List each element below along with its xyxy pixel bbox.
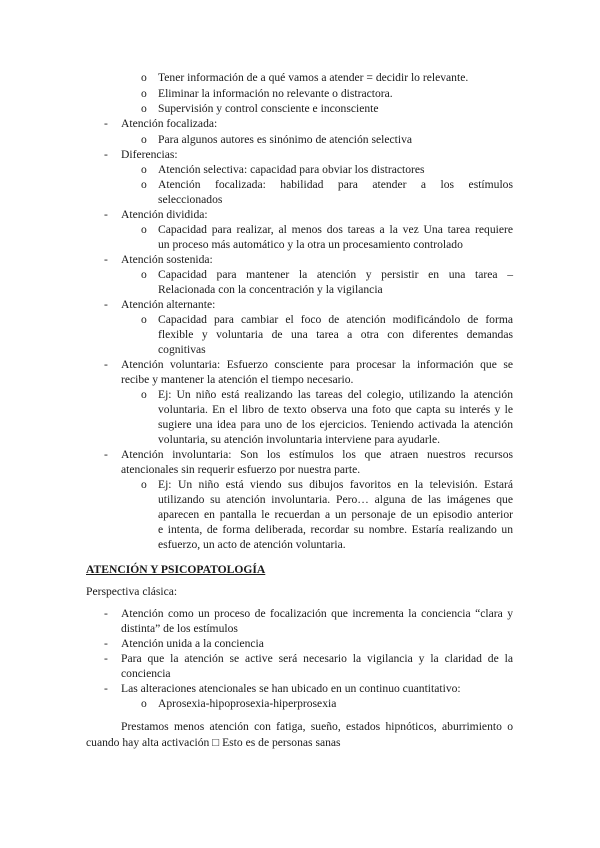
list-item: Las alteraciones atencionales se han ubicado en un continuo cuantitativo: [121, 682, 461, 695]
list-item: Atención como un proceso de focalización que incrementa la conciencia “clara y [121, 607, 513, 620]
bullet-dash: - [104, 253, 108, 266]
list-item: Atención selectiva: capacidad para obviar los distractores [158, 163, 425, 176]
list-item: flexible y voluntaria de una tarea a otra con diferentes demandas [158, 328, 513, 341]
list-marker: o [141, 87, 147, 100]
list-item: Aprosexia-hipoprosexia-hiperprosexia [158, 697, 337, 710]
list-item: conciencia [121, 667, 171, 680]
list-item: Para algunos autores es sinónimo de atención selectiva [158, 133, 413, 146]
list-marker: o [141, 268, 147, 281]
bullet-dash: - [104, 637, 108, 650]
list-marker: o [141, 163, 147, 176]
paragraph-line: cuando hay alta activación □ Esto es de personas sanas [86, 736, 341, 749]
list-item: aparecen en pantalla le recuerdan a un personaje de un episodio anterior [158, 508, 513, 521]
section-heading-diferencias: Diferencias: [121, 148, 178, 161]
list-item: seleccionados [158, 193, 223, 206]
list-item: Capacidad para mantener la atención y persistir en una tarea – [158, 268, 513, 281]
list-item: Ej: Un niño está realizando las tareas del colegio, utilizando la atención [158, 388, 513, 401]
list-item: sugiere una idea para uno de los ejercicios. Teniendo activada la atención [158, 418, 513, 431]
section-heading-alternante: Atención alternante: [121, 298, 216, 311]
bullet-dash: - [104, 448, 108, 461]
list-item: esfuerzo, un acto de atención voluntaria. [158, 538, 346, 551]
section-heading-focalizada: Atención focalizada: [121, 117, 218, 130]
bullet-dash: - [104, 682, 108, 695]
section-heading-voluntaria-cont: recibe y mantener la atención el tiempo necesario. [121, 373, 354, 386]
section-heading-dividida: Atención dividida: [121, 208, 208, 221]
section-heading-voluntaria: Atención voluntaria: Esfuerzo consciente para procesar la información que se [121, 358, 513, 371]
list-item: voluntaria. En el libro de texto observa una foto que capta su interés y le [158, 403, 513, 416]
list-item: Atención focalizada: habilidad para atender a los estímulos [158, 178, 513, 191]
list-item: utilizando su atención involuntaria. Pero… alguna de las imágenes que [158, 493, 513, 506]
list-item: Capacidad para realizar, al menos dos tareas a la vez Una tarea requiere [158, 223, 513, 236]
list-item: Relacionada con la concentración y la vigilancia [158, 283, 383, 296]
section-heading-involuntaria-cont: atencionales sin requerir esfuerzo por nuestra parte. [121, 463, 361, 476]
list-marker: o [141, 313, 147, 326]
bullet-dash: - [104, 298, 108, 311]
list-item: distinta” de los estímulos [121, 622, 238, 635]
list-marker: o [141, 178, 147, 191]
list-item: cognitivas [158, 343, 206, 356]
list-marker: o [141, 478, 147, 491]
section-heading-sostenida: Atención sostenida: [121, 253, 213, 266]
list-item: Eliminar la información no relevante o distractora. [158, 87, 393, 100]
subheading: Perspectiva clásica: [86, 585, 178, 598]
list-item: voluntaria, su atención involuntaria interviene para ayudarle. [158, 433, 441, 446]
list-item: un proceso más automático y la otra un procesamiento controlado [158, 238, 463, 251]
bullet-dash: - [104, 208, 108, 221]
list-item: Tener información de a qué vamos a atender = decidir lo relevante. [158, 71, 469, 84]
paragraph-line: Prestamos menos atención con fatiga, sueño, estados hipnóticos, aburrimiento o [121, 720, 513, 733]
list-item: Atención unida a la conciencia [121, 637, 264, 650]
list-item: e intenta, de forma deliberada, recordar su nombre. Estaría realizando un [158, 523, 513, 536]
bullet-dash: - [104, 607, 108, 620]
section-title: ATENCIÓN Y PSICOPATOLOGÍA [86, 563, 266, 576]
list-item: Capacidad para cambiar el foco de atención modificándolo de forma [158, 313, 513, 326]
list-marker: o [141, 223, 147, 236]
list-marker: o [141, 388, 147, 401]
list-marker: o [141, 102, 147, 115]
bullet-dash: - [104, 652, 108, 665]
list-item: Ej: Un niño está viendo sus dibujos favoritos en la televisión. Estará [158, 478, 513, 491]
list-marker: o [141, 133, 147, 146]
bullet-dash: - [104, 358, 108, 371]
bullet-dash: - [104, 117, 108, 130]
list-item: Supervisión y control consciente e inconsciente [158, 102, 379, 115]
list-marker: o [141, 697, 147, 710]
bullet-dash: - [104, 148, 108, 161]
list-marker: o [141, 71, 147, 84]
list-item: Para que la atención se active será necesario la vigilancia y la claridad de la [121, 652, 513, 665]
section-heading-involuntaria: Atención involuntaria: Son los estímulos los que atraen nuestros recursos [121, 448, 513, 461]
